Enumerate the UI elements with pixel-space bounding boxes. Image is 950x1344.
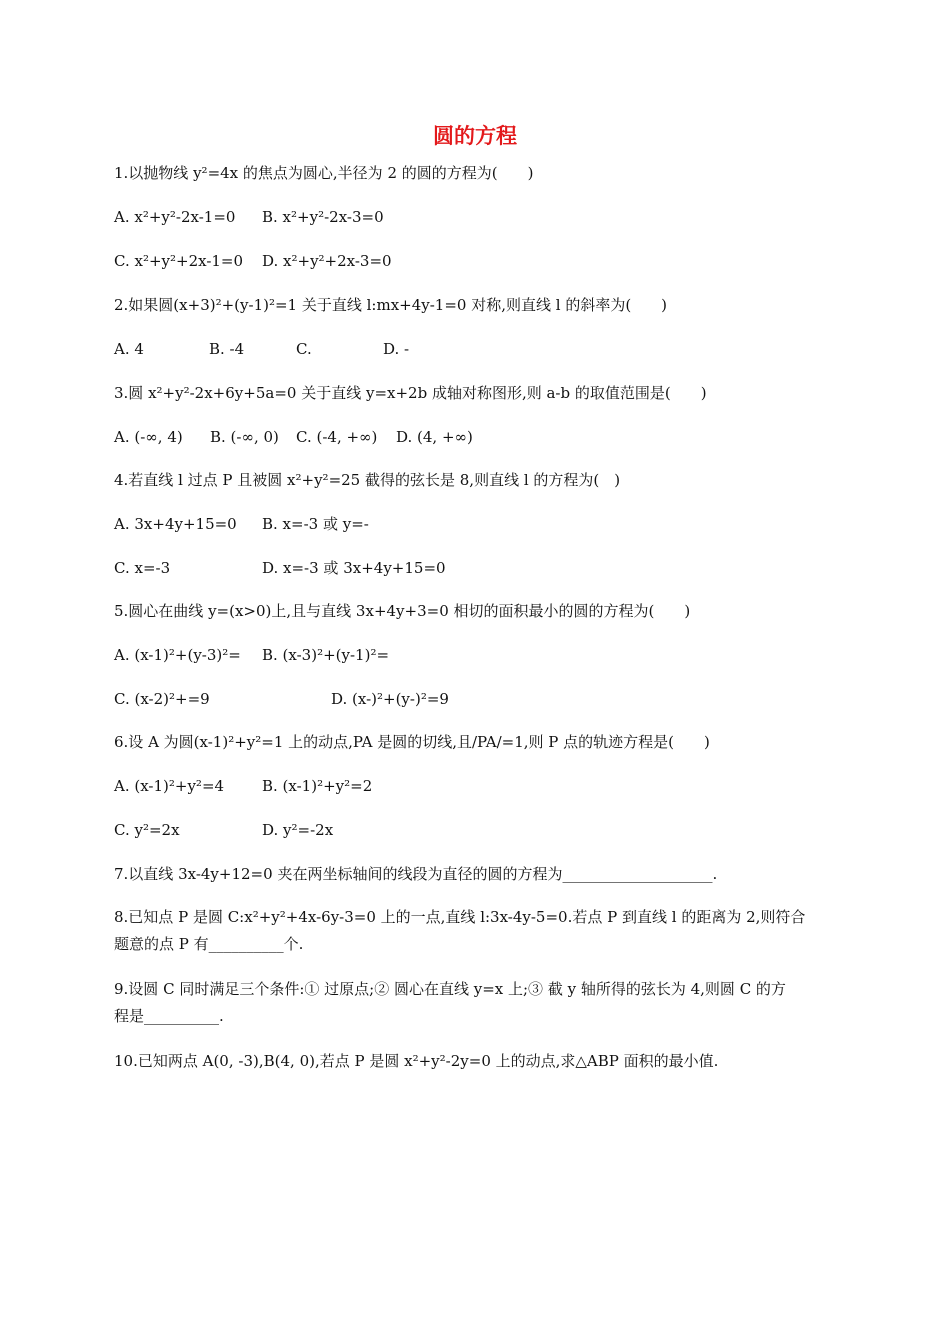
question-3-stem: 3.圆 x²+y²-2x+6y+5a=0 关于直线 y=x+2b 成轴对称图形,则 a-b 的取值范围是( ) xyxy=(114,384,707,402)
question-6-option-d: D. y²=-2x xyxy=(262,821,334,839)
page-title: 圆的方程 xyxy=(433,124,517,148)
question-5-option-d: D. (x-)²+(y-)²=9 xyxy=(331,690,449,708)
question-8-stem-line-1: 8.已知点 P 是圆 C:x²+y²+4x-6y-3=0 上的一点,直线 l:3x-4y-5=0.若点 P 到直线 l 的距离为 2,则符合 xyxy=(114,908,806,926)
question-6-stem: 6.设 A 为圆(x-1)²+y²=1 上的动点,PA 是圆的切线,且/PA/=1,则 P 点的轨迹方程是( ) xyxy=(114,733,710,751)
question-9-stem-line-1: 9.设圆 C 同时满足三个条件:① 过原点;② 圆心在直线 y=x 上;③ 截 y 轴所得的弦长为 4,则圆 C 的方 xyxy=(114,980,786,998)
question-6-option-b: B. (x-1)²+y²=2 xyxy=(262,777,373,795)
question-9-stem-line-2: 程是__________. xyxy=(114,1007,224,1025)
question-5-stem: 5.圆心在曲线 y=(x>0)上,且与直线 3x+4y+3=0 相切的面积最小的圆的方程为( ) xyxy=(114,602,691,620)
question-2-stem: 2.如果圆(x+3)²+(y-1)²=1 关于直线 l:mx+4y-1=0 对称,则直线 l 的斜率为( ) xyxy=(114,296,668,314)
question-4-option-c: C. x=-3 xyxy=(114,559,171,577)
question-3-option-a: A. (-∞, 4) xyxy=(114,428,183,446)
question-5-option-a: A. (x-1)²+(y-3)²= xyxy=(114,646,241,664)
question-3-option-b: B. (-∞, 0) xyxy=(210,428,279,446)
question-6-option-a: A. (x-1)²+y²=4 xyxy=(114,777,225,795)
question-3-option-d: D. (4, +∞) xyxy=(396,428,473,446)
question-2-option-c: C. xyxy=(296,340,312,358)
question-2-option-d: D. - xyxy=(383,340,410,358)
question-1-option-b: B. x²+y²-2x-3=0 xyxy=(262,208,384,226)
question-5-option-b: B. (x-3)²+(y-1)²= xyxy=(262,646,390,664)
question-4-option-a: A. 3x+4y+15=0 xyxy=(114,515,237,533)
question-7-stem: 7.以直线 3x-4y+12=0 夹在两坐标轴间的线段为直径的圆的方程为____________________. xyxy=(114,865,718,883)
question-2-option-b: B. -4 xyxy=(209,340,245,358)
question-5-option-c: C. (x-2)²+=9 xyxy=(114,690,210,708)
question-1-stem: 1.以抛物线 y²=4x 的焦点为圆心,半径为 2 的圆的方程为( ) xyxy=(114,164,534,182)
question-4-option-d: D. x=-3 或 3x+4y+15=0 xyxy=(262,559,446,577)
question-6-option-c: C. y²=2x xyxy=(114,821,180,839)
question-2-option-a: A. 4 xyxy=(114,340,144,358)
question-8-stem-line-2: 题意的点 P 有__________个. xyxy=(114,935,304,953)
question-1-option-c: C. x²+y²+2x-1=0 xyxy=(114,252,244,270)
question-3-option-c: C. (-4, +∞) xyxy=(296,428,378,446)
question-4-stem: 4.若直线 l 过点 P 且被圆 x²+y²=25 截得的弦长是 8,则直线 l 的方程为( ) xyxy=(114,471,621,489)
question-1-option-d: D. x²+y²+2x-3=0 xyxy=(262,252,392,270)
question-4-option-b: B. x=-3 或 y=- xyxy=(262,515,369,533)
question-1-option-a: A. x²+y²-2x-1=0 xyxy=(114,208,236,226)
question-10-stem: 10.已知两点 A(0, -3),B(4, 0),若点 P 是圆 x²+y²-2y=0 上的动点,求△ABP 面积的最小值. xyxy=(114,1052,719,1070)
